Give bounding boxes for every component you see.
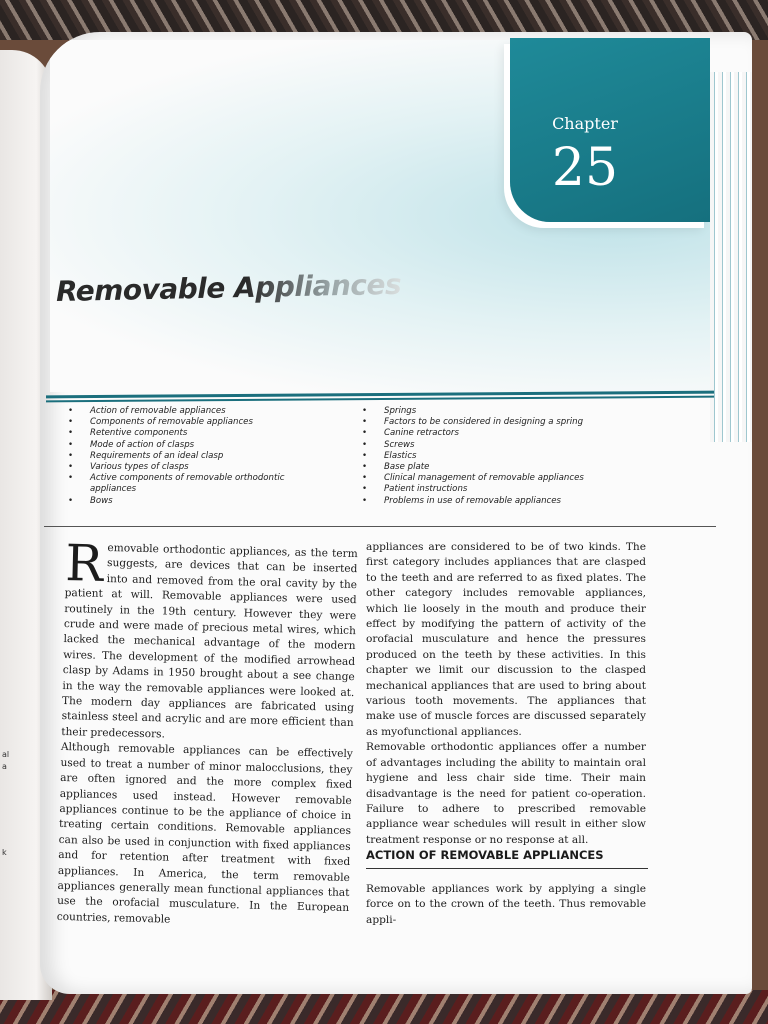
background-fabric-bottom	[0, 990, 768, 1024]
body-column-left	[56, 534, 358, 932]
drop-cap: R	[64, 534, 104, 593]
section-heading: ACTION OF REMOVABLE APPLIANCES	[366, 848, 648, 869]
chapter-label: Chapter	[552, 114, 618, 133]
topic-item: • Factors to be considered in designing a spring	[362, 417, 662, 428]
topic-item: • Canine retractors	[362, 428, 662, 439]
topic-item: • Patient instructions	[362, 484, 662, 495]
chapter-number: 25	[551, 138, 619, 198]
topic-item: • Various types of clasps	[68, 462, 328, 473]
topic-item: • Screws	[362, 440, 662, 451]
topic-item: • Clinical management of removable appliances	[362, 473, 662, 484]
section-paragraph: Removable appliances work by applying a single force on to the crown of the teeth. Thus removable appli-	[366, 883, 646, 926]
body-paragraph: emovable orthodontic appliances, as the term suggests, are devices that can be inserted into and removed from the oral cavity by the patient at will. Removable appliances were used routinely in the 19th century. However they were crude and were made of precious metal wires, which lacked the mechanical advantage of the modern wires. The development of the modified arrowhead clasp by Adams in 1950 brought about a see change in the way the removable appliances were looked at. The modern day appliances are fabricated using stainless steel and acrylic and are more efficient than their predecessors.	[61, 542, 358, 741]
topic-item: • Bows	[68, 496, 328, 507]
topic-item: • Requirements of an ideal clasp	[68, 451, 328, 462]
topic-item: • Base plate	[362, 462, 662, 473]
topic-item: • Mode of action of clasps	[68, 440, 328, 451]
topics-list-left	[68, 406, 328, 507]
chapter-title: Removable Appliances	[55, 267, 402, 308]
topic-item: • Retentive components	[68, 428, 328, 439]
body-paragraph: Although removable appliances can be effectively used to treat a number of minor malocclusions, they are often ignored and the more complex fixed appliances used instead. However removable appliances continue to be the appliance of choice in treating certain conditions. Removable appliances can also be used in conjunction with fixed appliances and for retention after treatment with fixed appliances. In America, the term removable appliances generally mean functional appliances that use the orofacial musculature. In the European countries, removable	[56, 741, 353, 926]
body-paragraph: Removable orthodontic appliances offer a number of advantages including the ability to maintain oral hygiene and less chair side time. Their main disadvantage is the need for patient co-operation. Failure to adhere to prescribed removable appliance wear schedules will result in either slow treatment response or no response at all.	[366, 741, 646, 846]
topics-divider	[44, 526, 716, 527]
topic-item: • Springs	[362, 406, 662, 417]
topic-item: • Action of removable appliances	[68, 406, 328, 417]
topic-item: • Problems in use of removable appliances	[362, 496, 662, 507]
topic-item: • Components of removable appliances	[68, 417, 328, 428]
book-page	[40, 32, 752, 994]
left-page-fragment: a	[2, 762, 7, 771]
chapter-badge	[510, 38, 710, 222]
left-page-fragment: al	[2, 750, 10, 759]
body-column-right	[366, 540, 646, 848]
topic-item: • Elastics	[362, 451, 662, 462]
left-page-fragment: k	[2, 848, 7, 857]
page-stack-edges	[710, 72, 752, 442]
body-paragraph: appliances are considered to be of two kinds. The first category includes appliances that are clasped to the teeth and are referred to as fixed plates. The other category includes removable appliances, which lie loosely in the mouth and produce their effect by modifying the pattern of activity of the orofacial musculature and hence the pressures produced on the teeth by these activities. In this chapter we limit our discussion to the clasped mechanical appliances that are used to bring about various tooth movements. The appliances that make use of muscle forces are discussed separately as myofunctional appliances.	[366, 541, 646, 738]
topics-list-right	[362, 406, 662, 507]
topic-item: • Active components of removable orthodontic appliances	[68, 473, 328, 495]
